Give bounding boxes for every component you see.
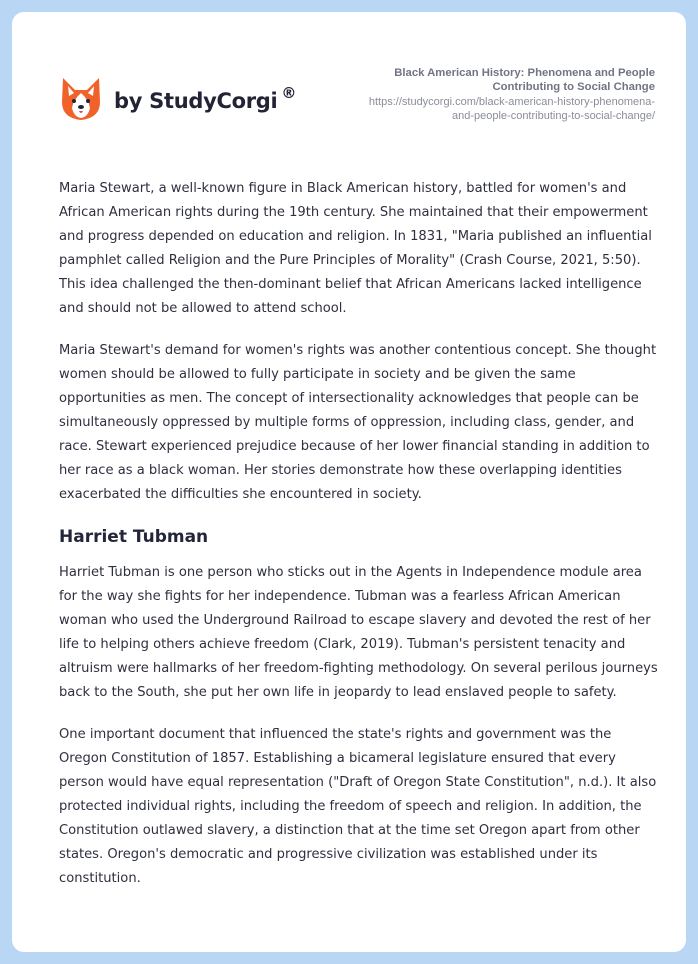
paragraph: Maria Stewart, a well-known figure in Black American history, battled for women's and African American rights during the 19th century. She maintained that their empowerment and progress depended on education and religion. In 1831, "Maria published an influential pamphlet called Religion and the Pure Principles of Morality" (Crash Course, 2021, 5:50). This idea challenged the then-dominant belief that African Americans lacked intelligence and should not be allowed to attend school. bbox=[59, 181, 652, 316]
document-header bbox=[12, 12, 686, 162]
paragraph: Maria Stewart's demand for women's rights was another contentious concept. She thought women should be allowed to fully participate in society and be given the same opportunities as men. The concept of intersectionality acknowledges that people can be simultaneously oppressed by multiple forms of oppression, including class, gender, and race. Stewart experienced prejudice because of her lower financial standing in addition to her race as a black woman. Her stories demonstrate how these overlapping identities exacerbated the difficulties she encountered in society. bbox=[59, 343, 657, 502]
corgi-logo-icon bbox=[60, 76, 102, 122]
document-meta bbox=[325, 66, 655, 123]
document-url-line-1: https://studycorgi.com/black-american-history-phenomena- bbox=[368, 96, 655, 108]
document-page bbox=[12, 12, 686, 952]
document-title-line-2: Contributing to Social Change bbox=[492, 81, 655, 93]
document-title bbox=[325, 66, 655, 94]
brand-text: by StudyCorgi bbox=[114, 89, 278, 113]
paragraph: One important document that influenced the state's rights and government was the Oregon Constitution of 1857. Establishing a bicameral legislature ensured that every person would have equal representation ("Draft of Oregon State Constitution", n.d.). It also protected individual rights, including the freedom of speech and religion. In addition, the Constitution outlawed slavery, a distinction that at the time set Oregon apart from other states. Oregon's democratic and progressive civilization was established under its constitution. bbox=[59, 727, 657, 886]
document-body bbox=[59, 177, 659, 909]
paragraph: Harriet Tubman is one person who sticks out in the Agents in Independence module area for the way she fights for her independence. Tubman was a fearless African American woman who used the Underground Railroad to escape slavery and devoted the rest of her life to helping others achieve freedom (Clark, 2019). Tubman's persistent tenacity and altruism were hallmarks of her freedom-fighting methodology. On several perilous journeys back to the South, she put her own life in jeopardy to lead enslaved people to safety. bbox=[59, 565, 658, 700]
brand-name bbox=[114, 84, 297, 113]
document-url[interactable] bbox=[325, 96, 655, 123]
document-title-line-1: Black American History: Phenomena and People bbox=[394, 67, 655, 79]
document-url-line-2: and-people-contributing-to-social-change/ bbox=[451, 109, 655, 122]
registered-mark: ® bbox=[281, 84, 297, 102]
section-heading: Harriet Tubman bbox=[59, 527, 209, 547]
studycorgi-logo[interactable] bbox=[60, 76, 296, 122]
